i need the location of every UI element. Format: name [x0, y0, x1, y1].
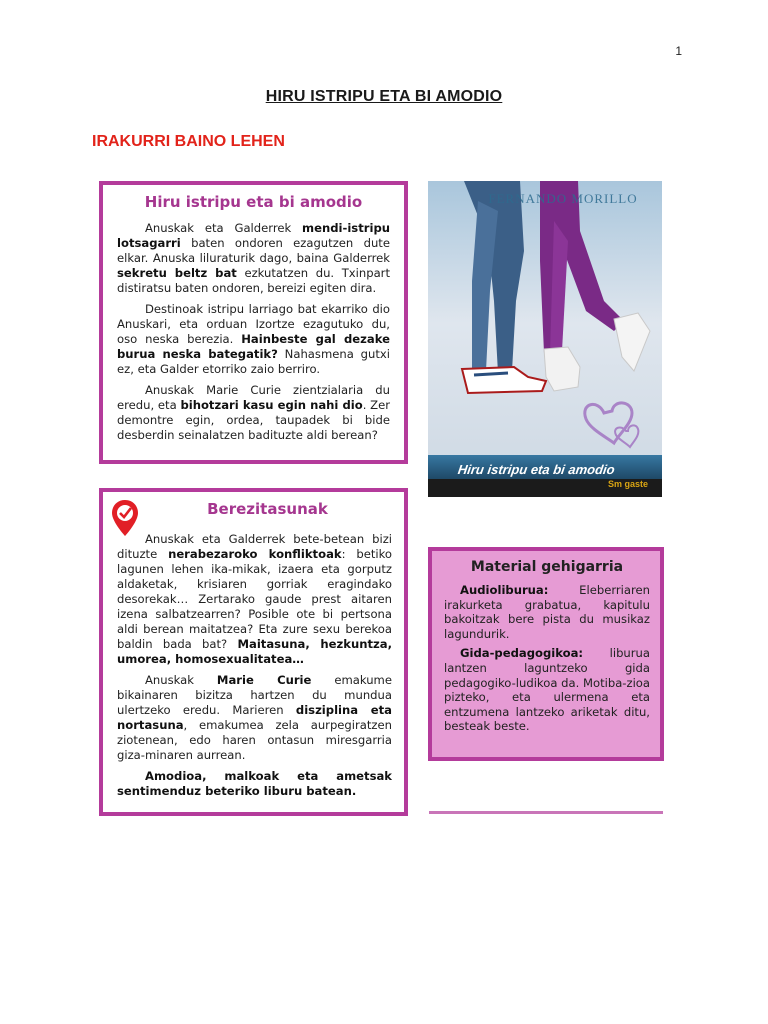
synopsis-title: Hiru istripu eta bi amodio — [144, 193, 363, 211]
section-heading: IRAKURRI BAINO LEHEN — [92, 133, 285, 150]
document-title: HIRU ISTRIPU ETA BI AMODIO — [265, 88, 503, 105]
synopsis-box — [99, 181, 408, 464]
features-paragraph-3: Amodioa, malkoak eta ametsak sentimenduz beteriko liburu batean. — [117, 769, 392, 798]
features-paragraph-1: Anuskak eta Galderrek bete-betean bizi dituzte nerabezaroko konfliktoak: betiko lagunen lehen ika-mikak, izaera eta gorputz aldaketak, krisiaren gorriak eragindako desorekak… Zertarako gaude prest aitaren izena salbatzearren? Posible ote bi pertsona aldi berean maitatzea? Eta zure sexu berekoa baldin bada bat? Maitasuna, hezkuntza, umorea, homosexualitatea… — [117, 532, 392, 666]
material-box — [428, 547, 664, 761]
features-title: Berezitasunak — [207, 500, 328, 518]
features-paragraph-2: Anuskak Marie Curie emakume bikainaren bizitza hartzen du mundua ulertzeko eredu. Marieren disziplina eta nortasuna, emakumea zela aurpegiratzen ziotenean, edo haren ontasun miresgarria giza-minaren aurrean. — [117, 673, 392, 762]
material-title: Material gehigarria — [470, 559, 624, 575]
location-pin-check-icon — [109, 498, 141, 538]
cover-title: Hiru istripu eta bi amodio — [456, 462, 616, 477]
synopsis-paragraph-3: Anuskak Marie Curie zientzialaria du eredu, eta bihotzari kasu egin nahi dio. Zer demontre egin, ordea, taupadek bi bide desberdin seinalatzen badituzte aldi berean? — [117, 383, 390, 442]
synopsis-paragraph-2: Destinoak istripu larriago bat ekarriko dio Anuskari, eta orduan Izortze ezagutuko du, oso neska berezia. Hainbeste gal dezake burua neska bategatik? Nahasmena gutxi ez, eta Galder etorriko zaio berriro. — [117, 302, 391, 376]
cover-publisher-logo: Sm gaste — [608, 479, 649, 489]
cover-author: FERNANDO MORILLO — [488, 191, 638, 206]
book-cover-image — [428, 181, 662, 497]
features-box — [99, 488, 408, 816]
page-number: 1 — [675, 44, 682, 58]
material-guide: Gida-pedagogikoa: liburua lantzen laguntzeko gida pedagogiko-ludikoa da. Motiba-zioa pizteko, eta ulermena eta entzumena lantzeko ariketak ditu, besteak beste. — [444, 646, 650, 734]
material-audiobook: Audioliburua: Eleberriaren irakurketa grabatua, kapitulu bakoitzak bere pista du musikaz lagundurik. — [444, 583, 650, 641]
divider-line — [429, 811, 663, 814]
synopsis-paragraph-1: Anuskak eta Galderrek mendi-istripu lotsagarri baten ondoren ezagutzen dute elkar. Anuska liluraturik dago, baina Galderrek sekretu beltz bat ezkutatzen du. Txinpart distiratsu baten ondoren, bereizi egiten dira. — [117, 221, 390, 295]
